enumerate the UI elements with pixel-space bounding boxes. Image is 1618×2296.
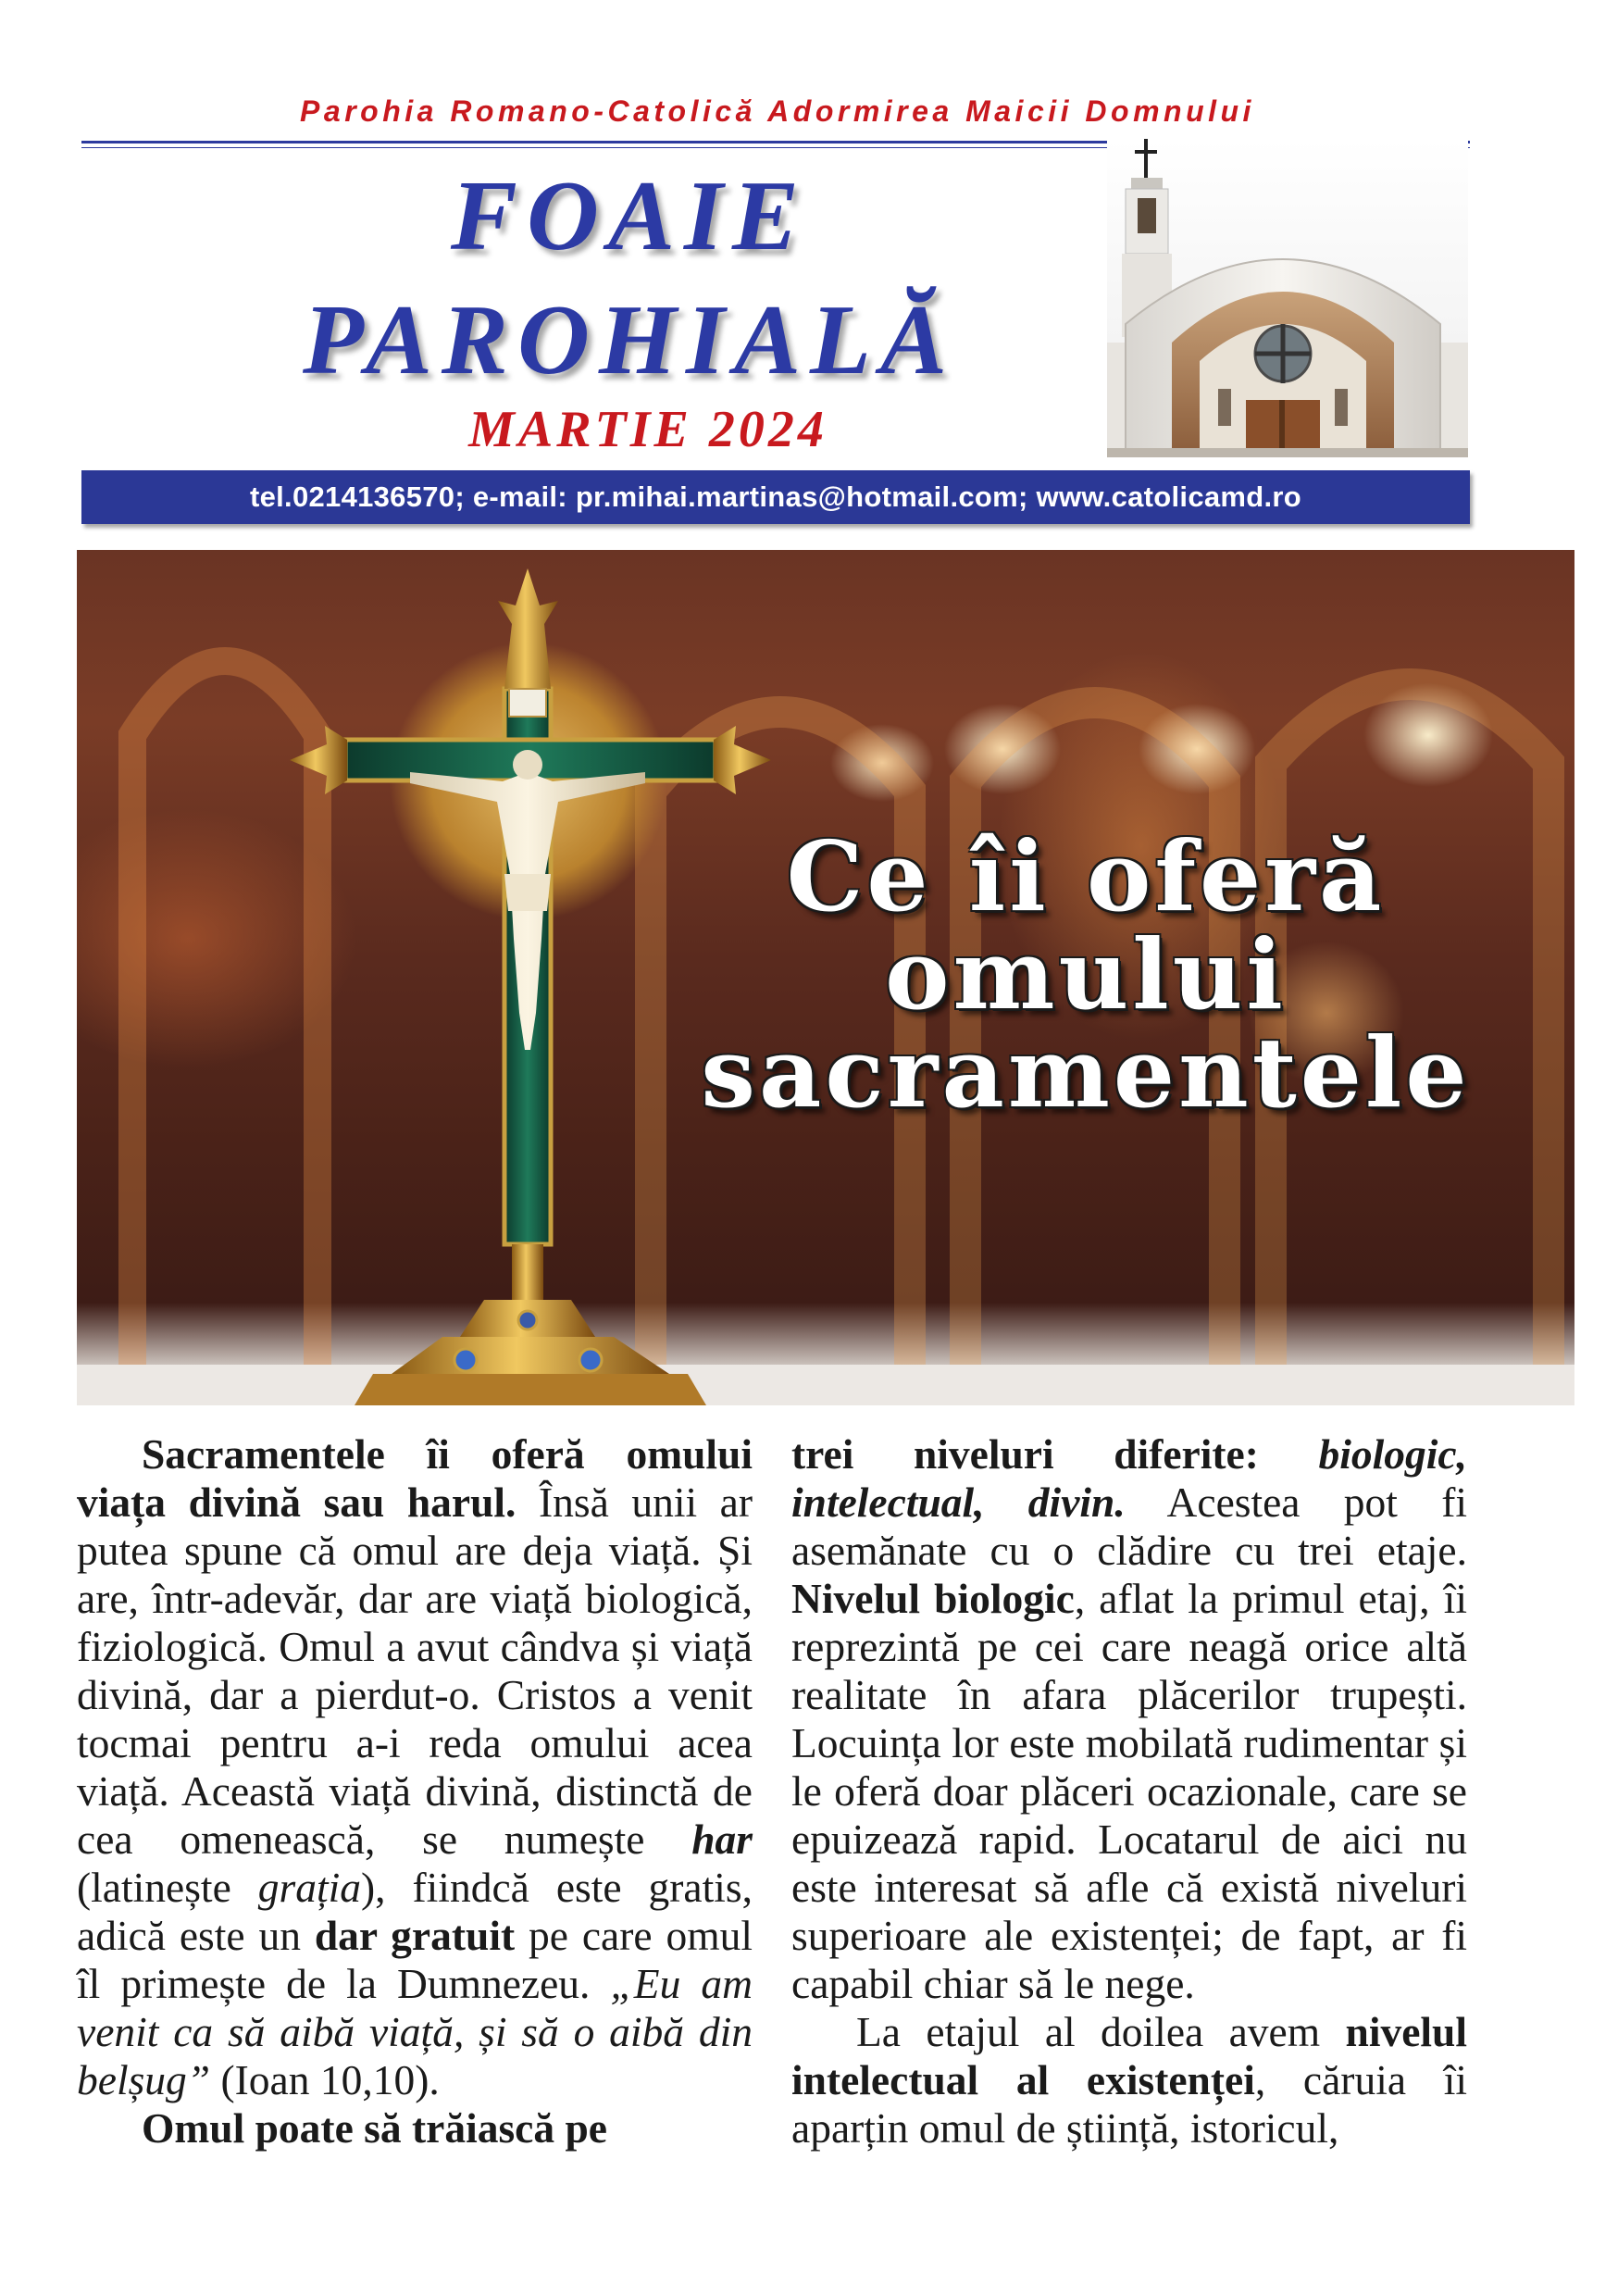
hero-title-line3: sacramentele	[701, 1016, 1471, 1130]
citation: (Ioan 10,10).	[210, 2056, 440, 2103]
text: Acestea pot fi asemănate cu o clădire cu trei etaje.	[791, 1479, 1468, 1574]
text: Însă unii ar putea spune că omul are deja viață. Și are, într-adevăr, dar are viață biologică, fiziologică. Omul a avut cândva și viață divină, dar a pierdut-o. Cristos a venit tocmai pentru a-i reda omului acea viață. Această viață divină, distinctă de cea omenească, se numește	[77, 1479, 753, 1863]
text: , aflat la primul etaj, îi reprezintă pe cei care neagă orice altă realitate în afara plăcerilor trupești. Locuința lor este mobilată rudimentar și le oferă doar plăceri ocazionale, care se epuizează rapid. Locatarul de aici nu este interesat să afle că există niveluri superioare ale existenței; de fapt, ar fi capabil chiar să le nege.	[791, 1575, 1467, 2007]
masthead-title-line1: FOAIE	[450, 161, 809, 271]
parish-name: Parohia Romano-Catolică Adormirea Maicii Domnului	[300, 94, 1255, 128]
emphasis: Omul poate să trăiască pe	[142, 2104, 607, 2152]
article-column-right	[791, 1430, 1467, 2152]
paragraph	[791, 2008, 1467, 2152]
text: , căruia îi aparțin omul de știință, istoricul,	[791, 2056, 1467, 2152]
article-column-left	[77, 1430, 753, 2152]
church-illustration	[1107, 139, 1468, 457]
paragraph	[77, 2104, 753, 2152]
emphasis: Sacramentele îi oferă omului viața divină sau harul.	[77, 1430, 753, 1526]
emphasis: Nivelul biologic	[791, 1575, 1075, 1622]
hero-title-line2: omului	[885, 917, 1287, 1032]
text: ), fiindcă este gratis, adică este un	[77, 1864, 753, 1959]
emphasis: biologic, intelectual, divin.	[791, 1430, 1467, 1526]
emphasis: har	[691, 1816, 753, 1863]
emphasis: trei niveluri diferite:	[791, 1430, 1319, 1478]
emphasis: dar gratuit	[314, 1912, 516, 1959]
emphasis: nivelul intelectual al existenței	[791, 2008, 1467, 2103]
hero-title-line1: Ce îi oferă	[786, 819, 1386, 933]
hero-image	[77, 550, 1574, 1405]
masthead-title-line2: PAROHIALĂ	[302, 285, 957, 395]
issue-date: MARTIE 2024	[468, 401, 828, 458]
paragraph	[77, 1430, 753, 2104]
contact-bar	[81, 470, 1470, 524]
paragraph	[791, 1430, 1467, 2008]
text: (latinește	[77, 1864, 258, 1911]
emphasis: grația	[257, 1864, 361, 1911]
contact-info: tel.0214136570; e-mail: pr.mihai.martinas@hotmail.com; www.catolicamd.ro	[249, 480, 1302, 513]
text: pe care omul îl primește de la Dumnezeu.	[77, 1912, 753, 2007]
hero-title	[623, 819, 1549, 1130]
text: La etajul al doilea avem	[856, 2008, 1346, 2055]
quote: „Eu am venit ca să aibă viață, și să o aibă din belșug”	[77, 1960, 753, 2103]
church-photo	[1107, 139, 1468, 457]
